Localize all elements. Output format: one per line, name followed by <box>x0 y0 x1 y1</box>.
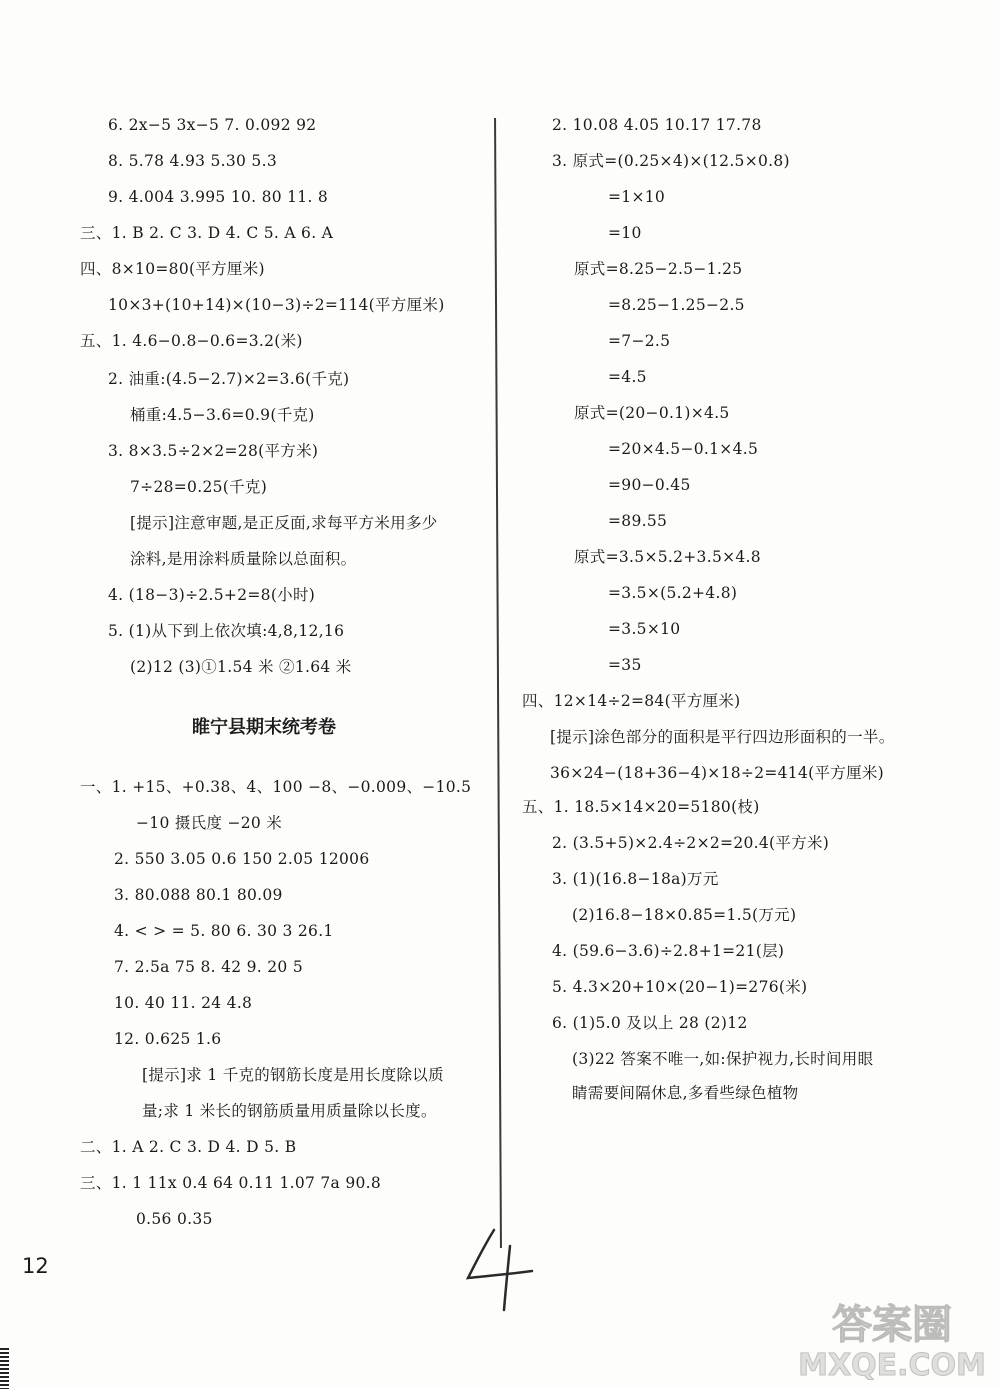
page-number: 12 <box>22 1254 49 1278</box>
column-divider <box>494 118 502 1248</box>
answer-line: 三、1. B 2. C 3. D 4. C 5. A 6. A <box>80 224 334 242</box>
answer-line: 10×3+(10+14)×(10−3)÷2=114(平方厘米) <box>108 296 445 314</box>
svg-text:MXQE.COM: MXQE.COM <box>798 1348 986 1383</box>
answer-line: =90−0.45 <box>608 476 691 494</box>
answer-line: 4. (18−3)÷2.5+2=8(小时) <box>108 586 316 604</box>
answer-line: 4. < > = 5. 80 6. 30 3 26.1 <box>114 922 334 940</box>
answer-line: 7. 2.5a 75 8. 42 9. 20 5 <box>114 958 303 976</box>
answer-line: =3.5×(5.2+4.8) <box>608 584 738 602</box>
answer-line: 原式=(20−0.1)×4.5 <box>574 404 730 422</box>
answer-line: 3. 8×3.5÷2×2=28(平方米) <box>108 442 319 460</box>
answer-line: =89.55 <box>608 512 668 530</box>
answer-line: (3)22 答案不唯一,如:保护视力,长时间用眼 <box>572 1050 874 1068</box>
answer-line: 4. (59.6−3.6)÷2.8+1=21(层) <box>552 942 785 960</box>
answer-line: 12. 0.625 1.6 <box>114 1030 222 1048</box>
page-edge-mark <box>0 1348 9 1389</box>
hint-line: [提示]注意审题,是正反面,求每平方米用多少 <box>130 514 438 532</box>
section-title: 睢宁县期末统考卷 <box>192 717 336 738</box>
watermark-logo <box>792 1293 992 1383</box>
answer-line: =10 <box>608 224 642 242</box>
answer-line: 8. 5.78 4.93 5.30 5.3 <box>108 152 277 170</box>
answer-line: 三、1. 1 11x 0.4 64 0.11 1.07 7a 90.8 <box>80 1174 382 1192</box>
answer-line: 36×24−(18+36−4)×18÷2=414(平方厘米) <box>550 764 885 782</box>
hint-line: 涂料,是用涂料质量除以总面积。 <box>130 550 357 568</box>
answer-line: 2. 油重:(4.5−2.7)×2=3.6(千克) <box>108 370 350 388</box>
answer-line: =8.25−1.25−2.5 <box>608 296 745 314</box>
answer-line: 2. 550 3.05 0.6 150 2.05 12006 <box>114 850 370 868</box>
answer-line: =20×4.5−0.1×4.5 <box>608 440 759 458</box>
answer-line: 二、1. A 2. C 3. D 4. D 5. B <box>80 1138 297 1156</box>
answer-line: =4.5 <box>608 368 647 386</box>
answer-line: 9. 4.004 3.995 10. 80 11. 8 <box>108 188 329 206</box>
answer-line: 6. 2x−5 3x−5 7. 0.092 92 <box>108 116 317 134</box>
answer-line: 2. 10.08 4.05 10.17 17.78 <box>552 116 762 134</box>
answer-line: 10. 40 11. 24 4.8 <box>114 994 253 1012</box>
answer-line: 6. (1)5.0 及以上 28 (2)12 <box>552 1014 748 1032</box>
answer-line: 3. (1)(16.8−18a)万元 <box>552 870 719 888</box>
answer-line: 五、1. 4.6−0.8−0.6=3.2(米) <box>80 332 303 350</box>
answer-line: 五、1. 18.5×14×20=5180(枝) <box>522 798 760 816</box>
answer-line: 原式=8.25−2.5−1.25 <box>574 260 743 278</box>
answer-line: 睛需要间隔休息,多看些绿色植物 <box>572 1084 799 1102</box>
answer-line: 原式=3.5×5.2+3.5×4.8 <box>574 548 761 566</box>
hint-line: 量;求 1 米长的钢筋质量用质量除以长度。 <box>142 1102 437 1120</box>
answer-line: =1×10 <box>608 188 666 206</box>
answer-line: 2. (3.5+5)×2.4÷2×2=20.4(平方米) <box>552 834 830 852</box>
answer-line: (2)16.8−18×0.85=1.5(万元) <box>572 906 797 924</box>
hint-line: [提示]涂色部分的面积是平行四边形面积的一半。 <box>550 728 895 746</box>
answer-line: 5. 4.3×20+10×(20−1)=276(米) <box>552 978 808 996</box>
answer-line: 3. 原式=(0.25×4)×(12.5×0.8) <box>552 152 790 170</box>
answer-line: 5. (1)从下到上依次填:4,8,12,16 <box>108 622 345 640</box>
answer-line: 桶重:4.5−3.6=0.9(千克) <box>130 406 315 424</box>
answer-line: (2)12 (3)①1.54 米 ②1.64 米 <box>130 658 352 676</box>
answer-line: =35 <box>608 656 642 674</box>
answer-line: =3.5×10 <box>608 620 681 638</box>
answer-line: 四、12×14÷2=84(平方厘米) <box>522 692 741 710</box>
answer-line: 一、1. +15、+0.38、4、100 −8、−0.009、−10.5 <box>80 778 472 796</box>
answer-line: 四、8×10=80(平方厘米) <box>80 260 265 278</box>
answer-line: 7÷28=0.25(千克) <box>130 478 268 496</box>
handwritten-number-4 <box>458 1224 538 1314</box>
answer-line: 0.56 0.35 <box>136 1210 213 1228</box>
hint-line: [提示]求 1 千克的钢筋长度是用长度除以质 <box>142 1066 444 1084</box>
answer-line: −10 摄氏度 −20 米 <box>136 814 283 832</box>
answer-line: 3. 80.088 80.1 80.09 <box>114 886 283 904</box>
answer-line: =7−2.5 <box>608 332 671 350</box>
svg-text:答案圈: 答案圈 <box>832 1302 952 1348</box>
